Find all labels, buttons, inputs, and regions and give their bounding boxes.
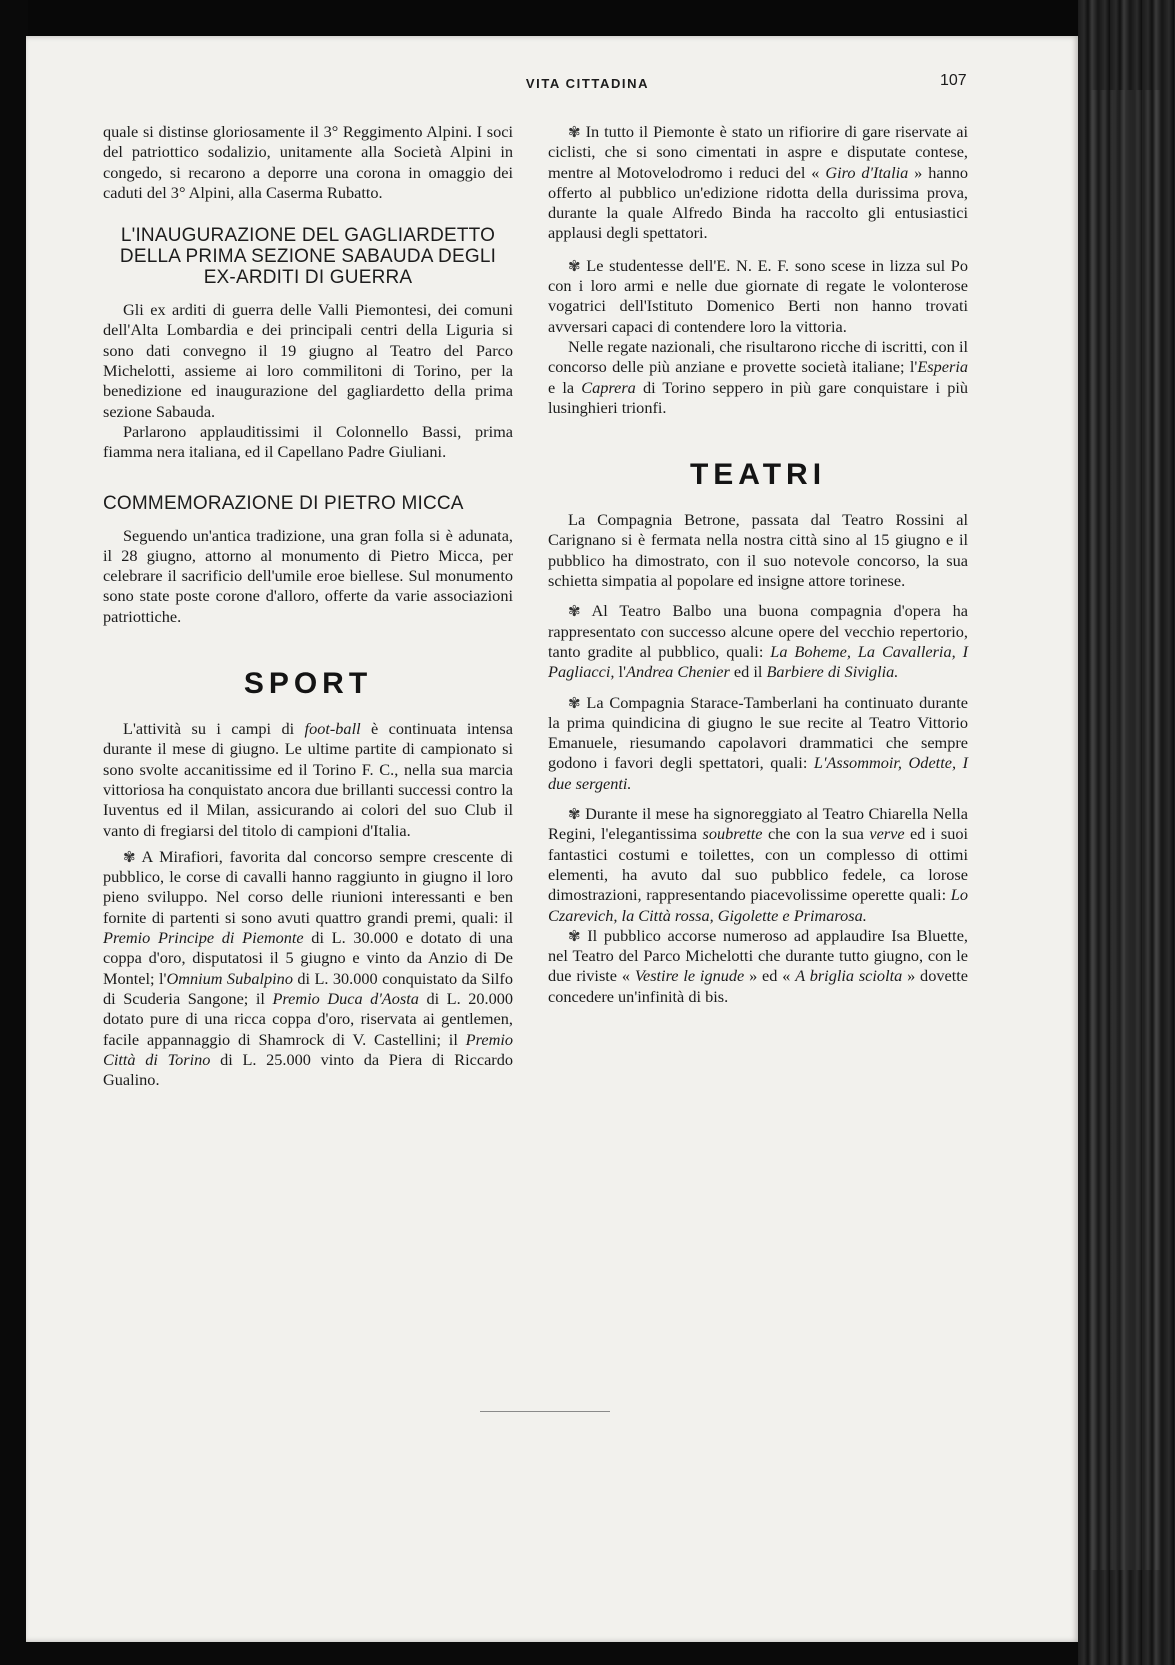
paragraph-regate xyxy=(548,337,968,418)
text: di Torino seppero in più gare conquistare i più lusinghieri trionfi. xyxy=(548,377,968,417)
ornament-icon: ✾ xyxy=(568,805,581,824)
scan-top-border xyxy=(0,0,1175,40)
text-italic: Premio Duca d'Aosta xyxy=(272,988,419,1008)
paragraph-horse-racing xyxy=(103,847,513,1091)
text: In tutto il Piemonte è stato un rifiorire di gare riservate ai ciclisti, che si sono cimentati in aspre e disputate contese, mentre al Motovelodromo i reduci del « xyxy=(548,122,968,182)
footer-divider xyxy=(480,1411,610,1412)
text-italic: Premio Città di Torino xyxy=(103,1029,513,1069)
text: » ed « xyxy=(744,966,796,986)
text-italic: Giro d'Italia xyxy=(825,162,909,182)
scan-bottom-border xyxy=(0,1640,1175,1665)
text-italic: foot-ball xyxy=(304,719,361,739)
ornament-icon: ✾ xyxy=(123,847,136,866)
text-italic: Vestire le ignude xyxy=(634,966,745,986)
heading-gagliardetto: L'INAUGURAZIONE DEL GAGLIARDETTO DELLA PRIMA SEZIONE SABAUDA DEGLI EX-ARDITI DI GUERRA xyxy=(119,225,497,289)
left-column xyxy=(103,122,513,1090)
text: ed il xyxy=(729,662,767,682)
text: A Mirafiori, favorita dal concorso sempre crescente di pubblico, le corse di cavalli hanno raggiunto in giugno il loro pieno sviluppo. Nel corso delle riunioni interessanti e ben fornite di partenti si sono avuti quattro grandi premi, quali: il xyxy=(103,846,513,927)
paragraph-arditi: Gli ex arditi di guerra delle Valli Piemontesi, dei comuni dell'Alta Lombardia e dei principali centri della Liguria si sono dati convegno il 19 giugno al Teatro del Parco Michelotti, assieme ai loro commilitoni di Torino, per la benedizione ed inaugurazione del gagliardetto della prima sezione Sabauda. xyxy=(103,300,513,421)
text-italic: Lo Czarevich, la Città rossa, Gigolette e Primarosa. xyxy=(548,885,968,925)
text: » dovette concedere un'infinità di bis. xyxy=(548,966,968,1006)
text: Il pubblico accorse numeroso ad applaudire Isa Bluette, nel Teatro del Parco Michelotti che durante tutto giugno, con le due riviste « xyxy=(548,925,968,986)
running-title: VITA CITTADINA xyxy=(525,76,650,91)
paragraph-bluette xyxy=(548,926,968,1007)
text-italic: Barbiere di Siviglia. xyxy=(766,662,899,682)
text-italic: Omnium Subalpino xyxy=(166,968,293,988)
text: Al Teatro Balbo una buona compagnia d'opera ha rappresentato con successo alcune opere del vecchio repertorio, tanto gradite al pubblico, quali: xyxy=(548,601,968,661)
text: ed i suoi fantastici costumi e toilettes, con un complesso di ottimi elementi, ha avuto dal suo pubblico fedele, ca lorose dimostrazioni, rappresentando piacevolissime operette quali: xyxy=(548,824,969,905)
text: La Compagnia Starace-Tamberlani ha continuato durante la prima quindicina di giugno le sue recite al Teatro Vittorio Emanuele, riesumando capolavori drammatici che sempre godono i favori degli spettatori, quali: xyxy=(548,692,968,773)
text-italic: soubrette xyxy=(702,824,763,844)
text-italic: verve xyxy=(869,824,905,844)
section-title-sport: SPORT xyxy=(243,667,373,701)
text: L'attività su i campi di xyxy=(123,719,305,739)
spacer xyxy=(103,627,513,667)
text: Le studentesse dell'E. N. E. F. sono scese in lizza sul Po con i loro armi e nelle due giornate di regate le volonterose vogatrici dell'Istituto Domenico Berti non hanno trovati avversari capaci di contendere loro la vittoria. xyxy=(548,255,968,336)
paragraph-balbo xyxy=(548,601,968,682)
paragraph-pietro-micca: Seguendo un'antica tradizione, una gran folla si è adunata, il 28 giugno, attorno al monumento di Pietro Micca, per celebrare il sacrificio dell'umile eroe biellese. Sul monumento sono state poste corone d'alloro, offerte da varie associazioni patriottiche. xyxy=(103,525,513,626)
spacer xyxy=(103,203,513,225)
paragraph-starace xyxy=(548,693,968,794)
paragraph-betrone: La Compagnia Betrone, passata dal Teatro Rossini al Carignano si è fermata nella nostra città sino al 15 giugno e il pubblico ha dimostrato, con il suo notevole concorso, la sua schietta simpatia al popolare ed insigne attore torinese. xyxy=(548,510,968,591)
paragraph-ciclisti xyxy=(548,122,968,244)
paragraph-arditi-speakers: Parlarono applauditissimi il Colonnello Bassi, prima fiamma nera italiana, ed il Capellano Padre Giuliani. xyxy=(103,421,513,462)
text: Durante il mese ha signoreggiato al Teatro Chiarella Nella Regini, l'elegantissima xyxy=(548,804,968,844)
text: di L. 25.000 vinto da Piera di Riccardo Gualino. xyxy=(103,1049,514,1090)
text: che con la sua xyxy=(762,824,870,844)
paragraph-alpini: quale si distinse gloriosamente il 3° Reggimento Alpini. I soci del patriottico sodalizio, unitamente alla Società Alpini in congedo, si recarono a deporre una corona in omaggio dei caduti del 3° Alpini, alla Caserma Rubatto. xyxy=(103,122,513,202)
scan-left-border xyxy=(0,0,28,1665)
text: l' xyxy=(614,662,626,682)
text-italic: Premio Principe di Piemonte xyxy=(103,928,304,948)
spacer xyxy=(103,463,513,493)
ornament-icon: ✾ xyxy=(568,926,581,945)
text-italic: La Boheme, La Cavalleria, I Pagliacci, xyxy=(548,641,969,682)
text: di L. 30.000 e dotato di una coppa d'oro, disputatosi il 5 giugno e vinto da Anzio di De Montel; l' xyxy=(103,928,513,988)
right-column xyxy=(548,122,968,1007)
paragraph-football xyxy=(103,719,513,841)
text: Nelle regate nazionali, che risultarono ricche di iscritti, con il concorso delle più anziane e provette società italiane; l' xyxy=(548,336,968,377)
paragraph-regini xyxy=(548,804,968,926)
text-italic: L'Assommoir, Odette, I due sergenti. xyxy=(548,753,968,793)
section-title-teatri: TEATRI xyxy=(689,458,827,492)
text: è continuata intensa durante il mese di giugno. Le ultime partite di campionato si sono svolte accanitissime ed il Torino F. C., nella sua marcia vittoriosa ha conquistato ancora due brillanti successi contro la Iuventus ed il Milan, assicurando ai colori del suo Club il vanto di fregiarsi del titolo di campioni d'Italia. xyxy=(103,719,513,840)
ornament-icon: ✾ xyxy=(568,693,581,712)
text: di L. 20.000 dotato pure di una ricca coppa d'oro, riservata ai gentlemen, facile appannaggio di Shamrock di V. Castellini; il xyxy=(103,988,513,1049)
text: » hanno offerto al pubblico un'edizione ridotta della durissima prova, durante la quale Alfredo Binda ha raccolto gli entusiastici applausi degli spettatori. xyxy=(548,162,968,243)
text-italic: Esperia xyxy=(917,357,968,377)
ornament-icon: ✾ xyxy=(568,256,581,275)
heading-pietro-micca: COMMEMORAZIONE DI PIETRO MICCA xyxy=(103,492,464,514)
ornament-icon: ✾ xyxy=(568,602,581,621)
page-number: 107 xyxy=(940,72,967,89)
text-italic: A briglia sciolta xyxy=(795,966,903,986)
text: di L. 30.000 conquistato da Silfo di Scuderia Sangone; il xyxy=(103,968,513,1008)
book-spine-texture xyxy=(1090,90,1160,1570)
ornament-icon: ✾ xyxy=(568,123,581,141)
text-italic: Andrea Chenier xyxy=(626,662,730,682)
text: e la xyxy=(548,377,582,397)
text-italic: Caprera xyxy=(581,377,636,397)
spacer xyxy=(548,418,968,458)
paragraph-studentesse xyxy=(548,256,968,337)
